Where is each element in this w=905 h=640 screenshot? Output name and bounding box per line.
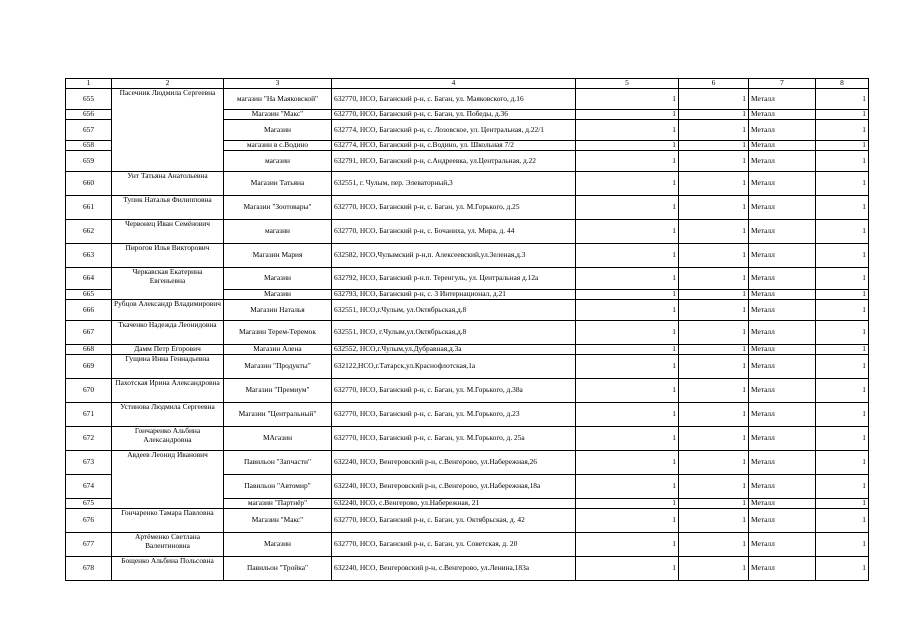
value-cell-8: 1 — [816, 89, 869, 110]
value-cell-5: 1 — [576, 141, 679, 151]
row-number-cell: 666 — [66, 300, 112, 321]
value-cell-5: 1 — [576, 290, 679, 300]
owner-name-cell: Пасечник Людмила Сергеевна — [112, 89, 224, 172]
value-cell-8: 1 — [816, 141, 869, 151]
table-body — [66, 79, 869, 581]
owner-name-cell: Ткаченко Надежда Леонидовна — [112, 321, 224, 345]
value-cell-5: 1 — [576, 355, 679, 379]
row-number-cell: 672 — [66, 427, 112, 451]
value-cell-8: 1 — [816, 403, 869, 427]
value-cell-6: 1 — [679, 321, 749, 345]
row-number-cell: 668 — [66, 345, 112, 355]
row-number-cell: 676 — [66, 509, 112, 533]
value-cell-8: 1 — [816, 509, 869, 533]
row-number-cell: 669 — [66, 355, 112, 379]
value-cell-8: 1 — [816, 110, 869, 120]
col-header: 7 — [749, 79, 816, 89]
row-number-cell: 675 — [66, 499, 112, 509]
material-cell: Металл — [749, 451, 816, 475]
address-cell: 632770, НСО, Баганский р-н, с. Баган, ул. М.Горького, д.38а — [332, 379, 576, 403]
shop-name-cell: Магазин "Продукты" — [224, 355, 332, 379]
value-cell-6: 1 — [679, 557, 749, 581]
row-number-cell: 673 — [66, 451, 112, 475]
address-cell: 632240, НСО, Венгеровский р-н, с.Венгерово, ул.Ленина,183а — [332, 557, 576, 581]
owner-name-cell: Пахотская Ирина Александровна — [112, 379, 224, 403]
value-cell-6: 1 — [679, 499, 749, 509]
shop-name-cell: магазин в с.Водино — [224, 141, 332, 151]
material-cell: Металл — [749, 557, 816, 581]
material-cell: Металл — [749, 220, 816, 244]
table-row — [66, 172, 869, 196]
material-cell: Металл — [749, 89, 816, 110]
row-number-cell: 655 — [66, 89, 112, 110]
value-cell-5: 1 — [576, 509, 679, 533]
row-number-cell: 674 — [66, 475, 112, 499]
shop-name-cell: Павильон "Тройка" — [224, 557, 332, 581]
material-cell: Металл — [749, 321, 816, 345]
row-number-cell: 671 — [66, 403, 112, 427]
address-cell: 632770, НСО, Баганский р-н, с. Баган, ул. Маяковского, д.16 — [332, 89, 576, 110]
value-cell-8: 1 — [816, 355, 869, 379]
value-cell-5: 1 — [576, 300, 679, 321]
col-header: 2 — [112, 79, 224, 89]
shop-name-cell: Магазин "Премиум" — [224, 379, 332, 403]
address-cell: 632770, НСО, Баганский р-н, с. Баган, ул. Октябрьская, д. 42 — [332, 509, 576, 533]
table-row — [66, 89, 869, 110]
address-cell: 632240, НСО, с.Венгерово, ул.Набережная, 21 — [332, 499, 576, 509]
material-cell: Металл — [749, 244, 816, 268]
address-cell: 632770, НСО, Баганский р-н, с. Баган, ул. М.Горького, д.23 — [332, 403, 576, 427]
owner-name-cell: Устинова Людмила Сергеевна — [112, 403, 224, 427]
table-row — [66, 321, 869, 345]
value-cell-8: 1 — [816, 151, 869, 172]
value-cell-6: 1 — [679, 110, 749, 120]
row-number-cell: 659 — [66, 151, 112, 172]
shop-name-cell: Магазин — [224, 268, 332, 290]
table-row — [66, 533, 869, 557]
material-cell: Металл — [749, 290, 816, 300]
value-cell-6: 1 — [679, 220, 749, 244]
material-cell: Металл — [749, 427, 816, 451]
material-cell: Металл — [749, 379, 816, 403]
shop-name-cell: Магазин "Зоотовары" — [224, 196, 332, 220]
value-cell-6: 1 — [679, 120, 749, 141]
col-header: 1 — [66, 79, 112, 89]
material-cell: Металл — [749, 345, 816, 355]
value-cell-5: 1 — [576, 427, 679, 451]
value-cell-5: 1 — [576, 345, 679, 355]
value-cell-8: 1 — [816, 379, 869, 403]
value-cell-6: 1 — [679, 268, 749, 290]
registry-table — [65, 78, 869, 581]
value-cell-6: 1 — [679, 151, 749, 172]
shop-name-cell: Магазин Мария — [224, 244, 332, 268]
shop-name-cell: магазин — [224, 151, 332, 172]
value-cell-6: 1 — [679, 355, 749, 379]
table-row — [66, 403, 869, 427]
row-number-cell: 678 — [66, 557, 112, 581]
address-cell: 632551, НСО, г.Чулым,ул.Октябрьская,д.8 — [332, 321, 576, 345]
row-number-cell: 663 — [66, 244, 112, 268]
value-cell-8: 1 — [816, 196, 869, 220]
value-cell-6: 1 — [679, 244, 749, 268]
column-number-row — [66, 79, 869, 89]
value-cell-8: 1 — [816, 220, 869, 244]
shop-name-cell: Магазин — [224, 120, 332, 141]
value-cell-8: 1 — [816, 499, 869, 509]
material-cell: Металл — [749, 403, 816, 427]
material-cell: Металл — [749, 120, 816, 141]
table-row — [66, 451, 869, 475]
value-cell-8: 1 — [816, 557, 869, 581]
material-cell: Металл — [749, 499, 816, 509]
value-cell-5: 1 — [576, 110, 679, 120]
row-number-cell: 665 — [66, 290, 112, 300]
value-cell-8: 1 — [816, 268, 869, 290]
address-cell: 632122,НСО,г.Татарск,ул.Краснофлотская,1а — [332, 355, 576, 379]
table-row — [66, 244, 869, 268]
material-cell: Металл — [749, 110, 816, 120]
table-row — [66, 268, 869, 290]
material-cell: Металл — [749, 475, 816, 499]
owner-name-cell: Рубцов Александр Владимирович — [112, 300, 224, 321]
value-cell-6: 1 — [679, 141, 749, 151]
row-number-cell: 660 — [66, 172, 112, 196]
address-cell: 632770, НСО, Баганский р-н, с. Бочаниха, ул. Мира, д. 44 — [332, 220, 576, 244]
col-header: 5 — [576, 79, 679, 89]
value-cell-5: 1 — [576, 451, 679, 475]
address-cell: 632774, НСО, Баганский р-н, с. Лозовское, ул. Центральная, д.22/1 — [332, 120, 576, 141]
value-cell-6: 1 — [679, 403, 749, 427]
address-cell: 632552, НСО,г.Чулым,ул.Дубравная,д.3а — [332, 345, 576, 355]
material-cell: Металл — [749, 141, 816, 151]
shop-name-cell: МАгазин — [224, 427, 332, 451]
value-cell-5: 1 — [576, 475, 679, 499]
table-row — [66, 557, 869, 581]
row-number-cell: 661 — [66, 196, 112, 220]
value-cell-6: 1 — [679, 509, 749, 533]
shop-name-cell: Магазин Наталья — [224, 300, 332, 321]
value-cell-8: 1 — [816, 244, 869, 268]
address-cell: 632770, НСО, Баганский р-н, с. Баган, ул. М.Горького, д. 25а — [332, 427, 576, 451]
value-cell-6: 1 — [679, 533, 749, 557]
value-cell-8: 1 — [816, 345, 869, 355]
material-cell: Металл — [749, 196, 816, 220]
value-cell-5: 1 — [576, 379, 679, 403]
value-cell-6: 1 — [679, 451, 749, 475]
address-cell: 632240, НСО, Венгеровский р-н, с.Венгерово, ул.Набережная,18а — [332, 475, 576, 499]
value-cell-8: 1 — [816, 533, 869, 557]
value-cell-5: 1 — [576, 533, 679, 557]
material-cell: Металл — [749, 151, 816, 172]
material-cell: Металл — [749, 355, 816, 379]
address-cell: 632774, НСО, Баганский р-н, с.Водино, ул. Школьная 7/2 — [332, 141, 576, 151]
shop-name-cell: Магазин Терем-Теремок — [224, 321, 332, 345]
shop-name-cell: Павильон "Запчасти" — [224, 451, 332, 475]
value-cell-8: 1 — [816, 290, 869, 300]
value-cell-5: 1 — [576, 321, 679, 345]
value-cell-5: 1 — [576, 151, 679, 172]
col-header: 8 — [816, 79, 869, 89]
value-cell-5: 1 — [576, 120, 679, 141]
shop-name-cell: Магазин "Макс" — [224, 110, 332, 120]
owner-name-cell: Гончаренко Альбина Александровна — [112, 427, 224, 451]
owner-name-cell: Дамм Петр Егорович — [112, 345, 224, 355]
value-cell-8: 1 — [816, 321, 869, 345]
row-number-cell: 662 — [66, 220, 112, 244]
shop-name-cell: магазин — [224, 220, 332, 244]
value-cell-5: 1 — [576, 196, 679, 220]
table-row — [66, 345, 869, 355]
material-cell: Металл — [749, 172, 816, 196]
value-cell-5: 1 — [576, 220, 679, 244]
owner-name-cell: Пирогов Илья Викторович — [112, 244, 224, 268]
address-cell: 632770, НСО, Баганский р-н, с. Баган, ул. Советская, д. 20 — [332, 533, 576, 557]
value-cell-6: 1 — [679, 196, 749, 220]
shop-name-cell: Магазин — [224, 533, 332, 557]
shop-name-cell: Павильон "Автомир" — [224, 475, 332, 499]
table-row — [66, 220, 869, 244]
row-number-cell: 664 — [66, 268, 112, 290]
table-row — [66, 427, 869, 451]
shop-name-cell: магазин "Партнёр" — [224, 499, 332, 509]
shop-name-cell: магазин "На Маяковской" — [224, 89, 332, 110]
address-cell: 632770, НСО, Баганский р-н, с. Баган, ул. М.Горького, д.25 — [332, 196, 576, 220]
owner-name-cell: Авдеев Леонид Иванович — [112, 451, 224, 509]
address-cell: 632793, НСО, Баганский р-н, с. 3 Интернационал, д.21 — [332, 290, 576, 300]
owner-name-cell: Гущина Инна Геннадьевна — [112, 355, 224, 379]
owner-name-cell: Гончаренко Тамара Павловна — [112, 509, 224, 533]
material-cell: Металл — [749, 533, 816, 557]
table-row — [66, 509, 869, 533]
table-row — [66, 300, 869, 321]
owner-name-cell: Червонец Иван Семёнович — [112, 220, 224, 244]
value-cell-8: 1 — [816, 475, 869, 499]
value-cell-5: 1 — [576, 172, 679, 196]
value-cell-6: 1 — [679, 475, 749, 499]
value-cell-5: 1 — [576, 89, 679, 110]
value-cell-5: 1 — [576, 499, 679, 509]
row-number-cell: 677 — [66, 533, 112, 557]
value-cell-8: 1 — [816, 427, 869, 451]
table-row — [66, 355, 869, 379]
address-cell: 632770, НСО, Баганский р-н, с. Баган, ул. Победы, д.36 — [332, 110, 576, 120]
shop-name-cell: Магазин "Макс" — [224, 509, 332, 533]
address-cell: 632551, НСО,г.Чулым, ул.Октябрьская,д.8 — [332, 300, 576, 321]
value-cell-6: 1 — [679, 290, 749, 300]
material-cell: Металл — [749, 300, 816, 321]
row-number-cell: 657 — [66, 120, 112, 141]
value-cell-8: 1 — [816, 300, 869, 321]
address-cell: 632582, НСО,Чулымский р-н,п. Алексеевский,ул.Зеленая,д.3 — [332, 244, 576, 268]
value-cell-6: 1 — [679, 89, 749, 110]
value-cell-6: 1 — [679, 427, 749, 451]
address-cell: 632792, НСО, Баганский р-н.п. Теренгуль, ул. Центральная д.12а — [332, 268, 576, 290]
shop-name-cell: Магазин "Центральный" — [224, 403, 332, 427]
value-cell-5: 1 — [576, 403, 679, 427]
table-row — [66, 379, 869, 403]
value-cell-8: 1 — [816, 451, 869, 475]
address-cell: 632791, НСО, Баганский р-н, с.Андреевка, ул.Центральная, д.22 — [332, 151, 576, 172]
value-cell-5: 1 — [576, 557, 679, 581]
value-cell-6: 1 — [679, 379, 749, 403]
owner-name-cell: Артёменко Светлана Валентиновна — [112, 533, 224, 557]
value-cell-8: 1 — [816, 120, 869, 141]
owner-name-cell: Тупик Наталья Филипповна — [112, 196, 224, 220]
address-cell: 632551, г. Чулым, пер. Элеваторный,3 — [332, 172, 576, 196]
value-cell-8: 1 — [816, 172, 869, 196]
row-number-cell: 670 — [66, 379, 112, 403]
shop-name-cell: Магазин Татьяна — [224, 172, 332, 196]
row-number-cell: 656 — [66, 110, 112, 120]
shop-name-cell: Магазин — [224, 290, 332, 300]
shop-name-cell: Магазин Алена — [224, 345, 332, 355]
owner-name-cell: Унт Татьяна Анатольевна — [112, 172, 224, 196]
value-cell-5: 1 — [576, 244, 679, 268]
col-header: 3 — [224, 79, 332, 89]
col-header: 4 — [332, 79, 576, 89]
row-number-cell: 658 — [66, 141, 112, 151]
value-cell-6: 1 — [679, 345, 749, 355]
value-cell-5: 1 — [576, 268, 679, 290]
owner-name-cell: Черкавская Екатерина Евгеньевна — [112, 268, 224, 300]
material-cell: Металл — [749, 268, 816, 290]
material-cell: Металл — [749, 509, 816, 533]
row-number-cell: 667 — [66, 321, 112, 345]
col-header: 6 — [679, 79, 749, 89]
table-row — [66, 196, 869, 220]
value-cell-6: 1 — [679, 172, 749, 196]
address-cell: 632240, НСО, Венгеровский р-н, с.Венгерово, ул.Набережная,26 — [332, 451, 576, 475]
owner-name-cell: Бощенко Альбина Польсовна — [112, 557, 224, 581]
value-cell-6: 1 — [679, 300, 749, 321]
